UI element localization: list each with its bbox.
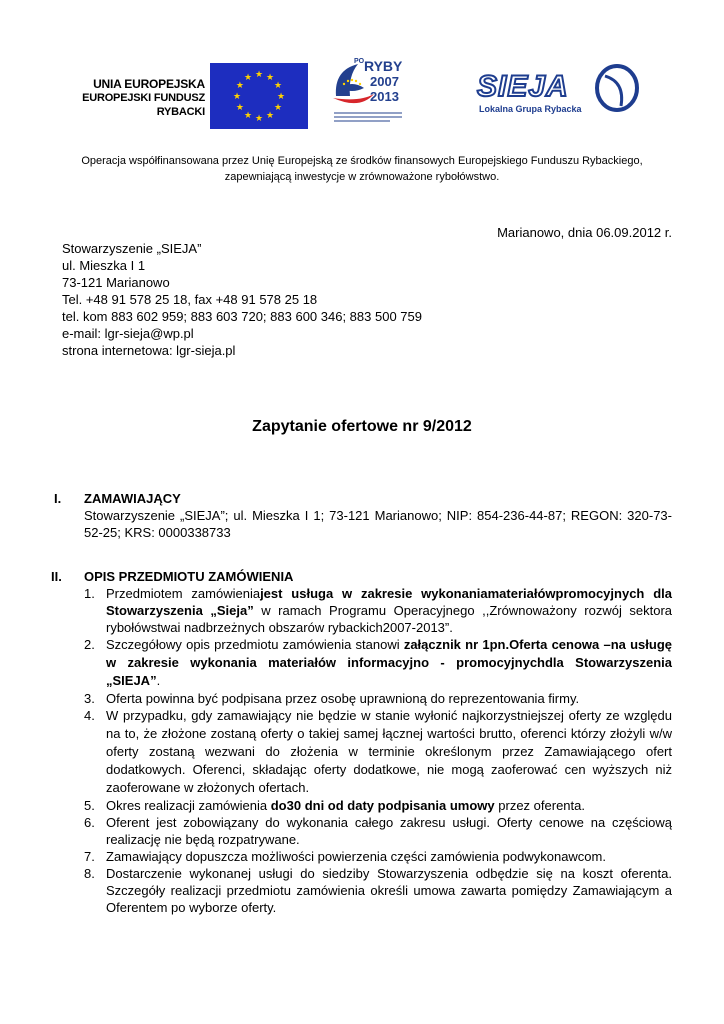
address-line: Tel. +48 91 578 25 18, fax +48 91 578 25 18 [62, 292, 318, 307]
list-item: 1. Przedmiotem zamówieniajest usługa w zakresie wykonaniamateriałówpromocyjnych dla Stowarzyszenia „Sieja” w ramach Programu Operacyjnego ,,Zrównoważony rozwój sektora rybołówstwai nadbrzeżnych obszarów rybackich2007-2013”. [84, 586, 672, 635]
star-icon: ★ [254, 113, 264, 123]
star-icon: ★ [235, 80, 244, 90]
star-icon: ★ [243, 71, 253, 82]
list-item: 7. Zamawiający dopuszcza możliwości powierzenia części zamówienia podwykonawcom. [84, 849, 606, 864]
section2-list [84, 585, 672, 916]
document-title: Zapytanie ofertowe nr 9/2012 [252, 418, 472, 435]
poryby-year2: 2013 [370, 89, 399, 104]
section1-number: I. [54, 491, 62, 506]
star-icon: ★ [243, 110, 253, 121]
star-icon: ★ [265, 71, 275, 82]
address-line: Stowarzyszenie „SIEJA” [62, 241, 202, 256]
list-item: 3. Oferta powinna być podpisana przez osobę uprawnioną do reprezentowania firmy. [84, 691, 580, 706]
section1-text: Stowarzyszenie „SIEJA”; ul. Mieszka I 1; 73-121 Marianowo; NIP: 854-236-44-87; REGON: 320-73-52-25; KRS: 0000338733 [84, 508, 672, 540]
caption-line2: zapewniającą inwestycje w zrównoważone rybołówstwo. [224, 171, 500, 183]
address-line: tel. kom 883 602 959; 883 603 720; 883 600 346; 883 500 759 [62, 309, 422, 324]
list-item: 4. W przypadku, gdy zamawiający nie będzie w stanie wyłonić najkorzystniejszej oferty ze względu na to, że złożone zostaną oferty o takiej samej łącznej wartości brutto, oferenci którzy złożyli w/w oferty zostaną wezwani do złożenia w terminie określonym przez Zamawiającego ofert dodatkowych. Oferenci, składając oferty dodatkowe, nie mogą zaoferować cen wyższych niż zaoferowane w złożonych ofertach. [84, 708, 672, 795]
list-item: 8. Dostarczenie wykonanej usługi do siedziby Stowarzyszenia odbędzie się na koszt oferenta. Szczegóły realizacji przedmiotu zamówienia określi umowa zawarta pomiędzy Zamawiającym a Oferentem po wyborze oferty. [84, 866, 672, 915]
eu-logo-text [80, 77, 205, 119]
address-line: ul. Mieszka I 1 [62, 258, 146, 273]
star-icon: ★ [265, 110, 275, 121]
section1-heading: ZAMAWIAJĄCY [84, 491, 181, 506]
section2-heading: OPIS PRZEDMIOTU ZAMÓWIENIA [84, 569, 294, 584]
star-icon: ★ [274, 80, 283, 90]
eu-flag-icon [210, 63, 308, 129]
poryby-word: RYBY [364, 58, 403, 74]
sender-address [62, 240, 422, 359]
star-icon: ★ [232, 91, 242, 101]
eu-line1: UNIA EUROPEJSKA [93, 77, 205, 91]
list-item: 5. Okres realizacji zamówienia do30 dni od daty podpisania umowy przez oferenta. [84, 798, 585, 813]
list-item: 6. Oferent jest zobowiązany do wykonania całego zakresu usługi. Oferty cenowe na częściową realizację nie będą rozpatrywane. [84, 815, 672, 847]
star-icon: ★ [274, 102, 283, 112]
poryby-po: PO [354, 58, 365, 65]
eu-line3: RYBACKI [156, 106, 205, 118]
document-date: Marianowo, dnia 06.09.2012 r. [497, 225, 672, 240]
caption-line1: Operacja współfinansowana przez Unię Europejską ze środków finansowych Europejskiego Funduszu Rybackiego, [81, 155, 643, 167]
po-ryby-logo [330, 58, 406, 126]
address-email: e-mail: lgr-sieja@wp.pl [62, 326, 194, 341]
address-line: 73-121 Marianowo [62, 275, 170, 290]
address-website: strona internetowa: lgr-sieja.pl [62, 343, 236, 358]
section2-number: II. [51, 569, 62, 584]
funding-caption [60, 153, 664, 185]
sieja-logo [475, 62, 643, 120]
list-item: 2. Szczegółowy opis przedmiotu zamówienia stanowi załącznik nr 1pn.Oferta cenowa –na usługę w zakresie wykonania materiałów informacyjno - promocyjnychdla Stowarzyszenia „SIEJA”. [84, 637, 672, 688]
star-icon: ★ [254, 69, 264, 79]
eu-line2: EUROPEJSKI FUNDUSZ [82, 92, 205, 104]
star-icon: ★ [235, 102, 244, 112]
sieja-subtitle: Lokalna Grupa Rybacka [479, 104, 582, 114]
sieja-name: SIEJA [477, 70, 569, 103]
star-icon: ★ [276, 91, 286, 101]
poryby-year1: 2007 [370, 74, 399, 89]
